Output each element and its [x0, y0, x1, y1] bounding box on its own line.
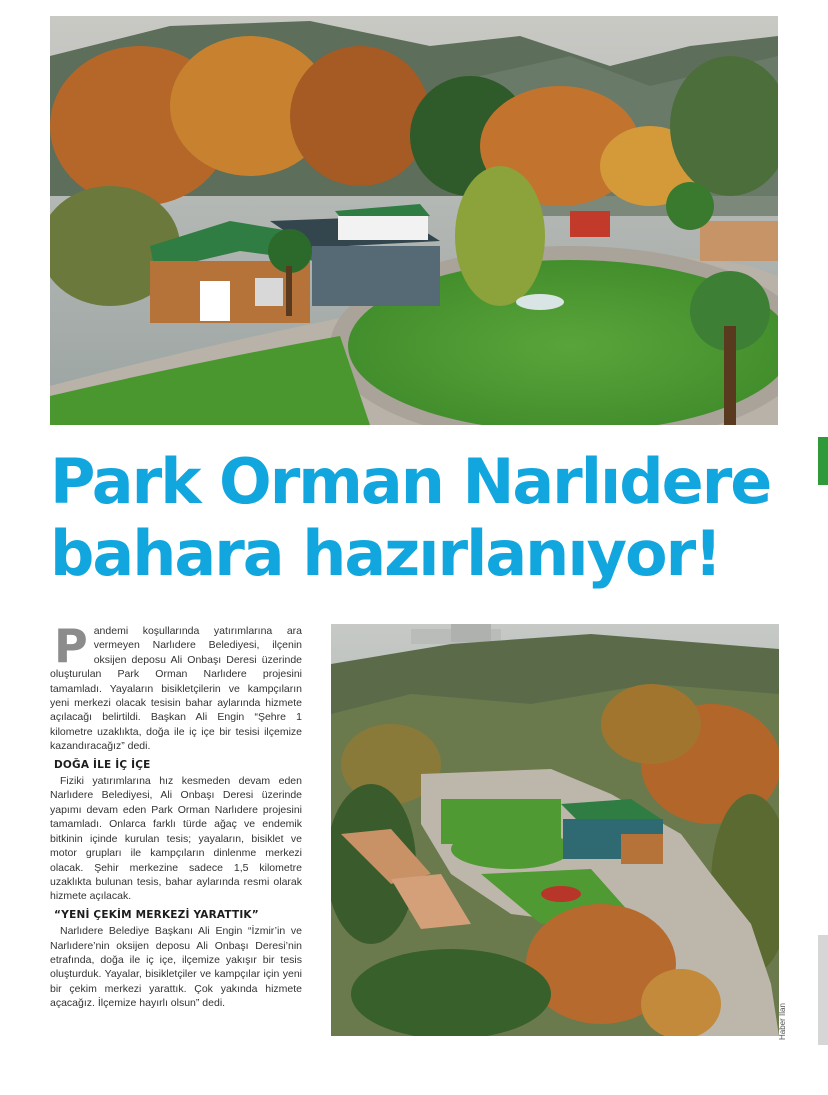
drop-cap: P	[54, 619, 88, 673]
section-tab-green	[818, 437, 828, 485]
article-intro	[50, 619, 302, 754]
park-aerial-photo	[50, 16, 778, 425]
headline-line-2: bahara hazırlanıyor!	[50, 517, 721, 590]
article-paragraph-2: Narlıdere Belediye Başkanı Ali Engin “İzmir’in ve Narlıdere’nin oksijen deposu Ali Onbaşı Deresi’nin etrafında, doğa ile iç içe, ilçemize yakışır bir tesis oluşturduk. Yayalar, bisikletçiler ve kampçılar için yeni bir çekim merkezi yarattık. Çok yakında hizmete açacağız. İlçemize hayırlı olsun” dedi.	[50, 925, 302, 1010]
article-paragraph-1: Fiziki yatırımlarına hız kesmeden devam eden Narlıdere Belediyesi, Ali Onbaşı Deresi üzerinde yapımı devam eden Park Orman Narlıdere projesini tamamladı. Onlarca farklı türde ağaç ve endemik bitkinin içinde kurulan tesis; yayaların, bisiklet ve motor grupları ile kampçıların dinlenme merkezi olacak. Şehir merkezine sadece 1,5 kilometre uzaklıkta bulunan tesis, bahar aylarında resmi olarak hizmete açılacak.	[50, 775, 302, 903]
subhead-doga: DOĞA İLE İÇ İÇE	[54, 758, 151, 771]
headline-line-1: Park Orman Narlıdere	[50, 445, 771, 518]
section-tab-gray	[818, 935, 828, 1045]
photo-credit: Haber Ilan	[778, 1003, 787, 1040]
article-intro-text: andemi koşullarında yatırımlarına ara vermeyen Narlıdere Belediyesi, ilçenin oksijen deposu Ali Onbaşı Deresi üzerinde oluşturulan Park Orman Narlıdere projesini tamamladı. Yayaların bisikletçilerin ve kampçıların yeni merkezi olacak tesisin bahar aylarında hizmete açılacağı belirtildi. Başkan Ali Engin “Şehre 1 kilometre uzaklıkta, doğa ile iç içe bir tesisi ilçemize kazandıracağız” dedi.	[50, 625, 302, 753]
subhead-cekim-merkezi: “YENİ ÇEKİM MERKEZİ YARATTIK”	[54, 908, 259, 921]
park-overview-photo	[331, 624, 779, 1036]
article-body	[50, 619, 302, 1011]
page-headline	[50, 446, 790, 590]
